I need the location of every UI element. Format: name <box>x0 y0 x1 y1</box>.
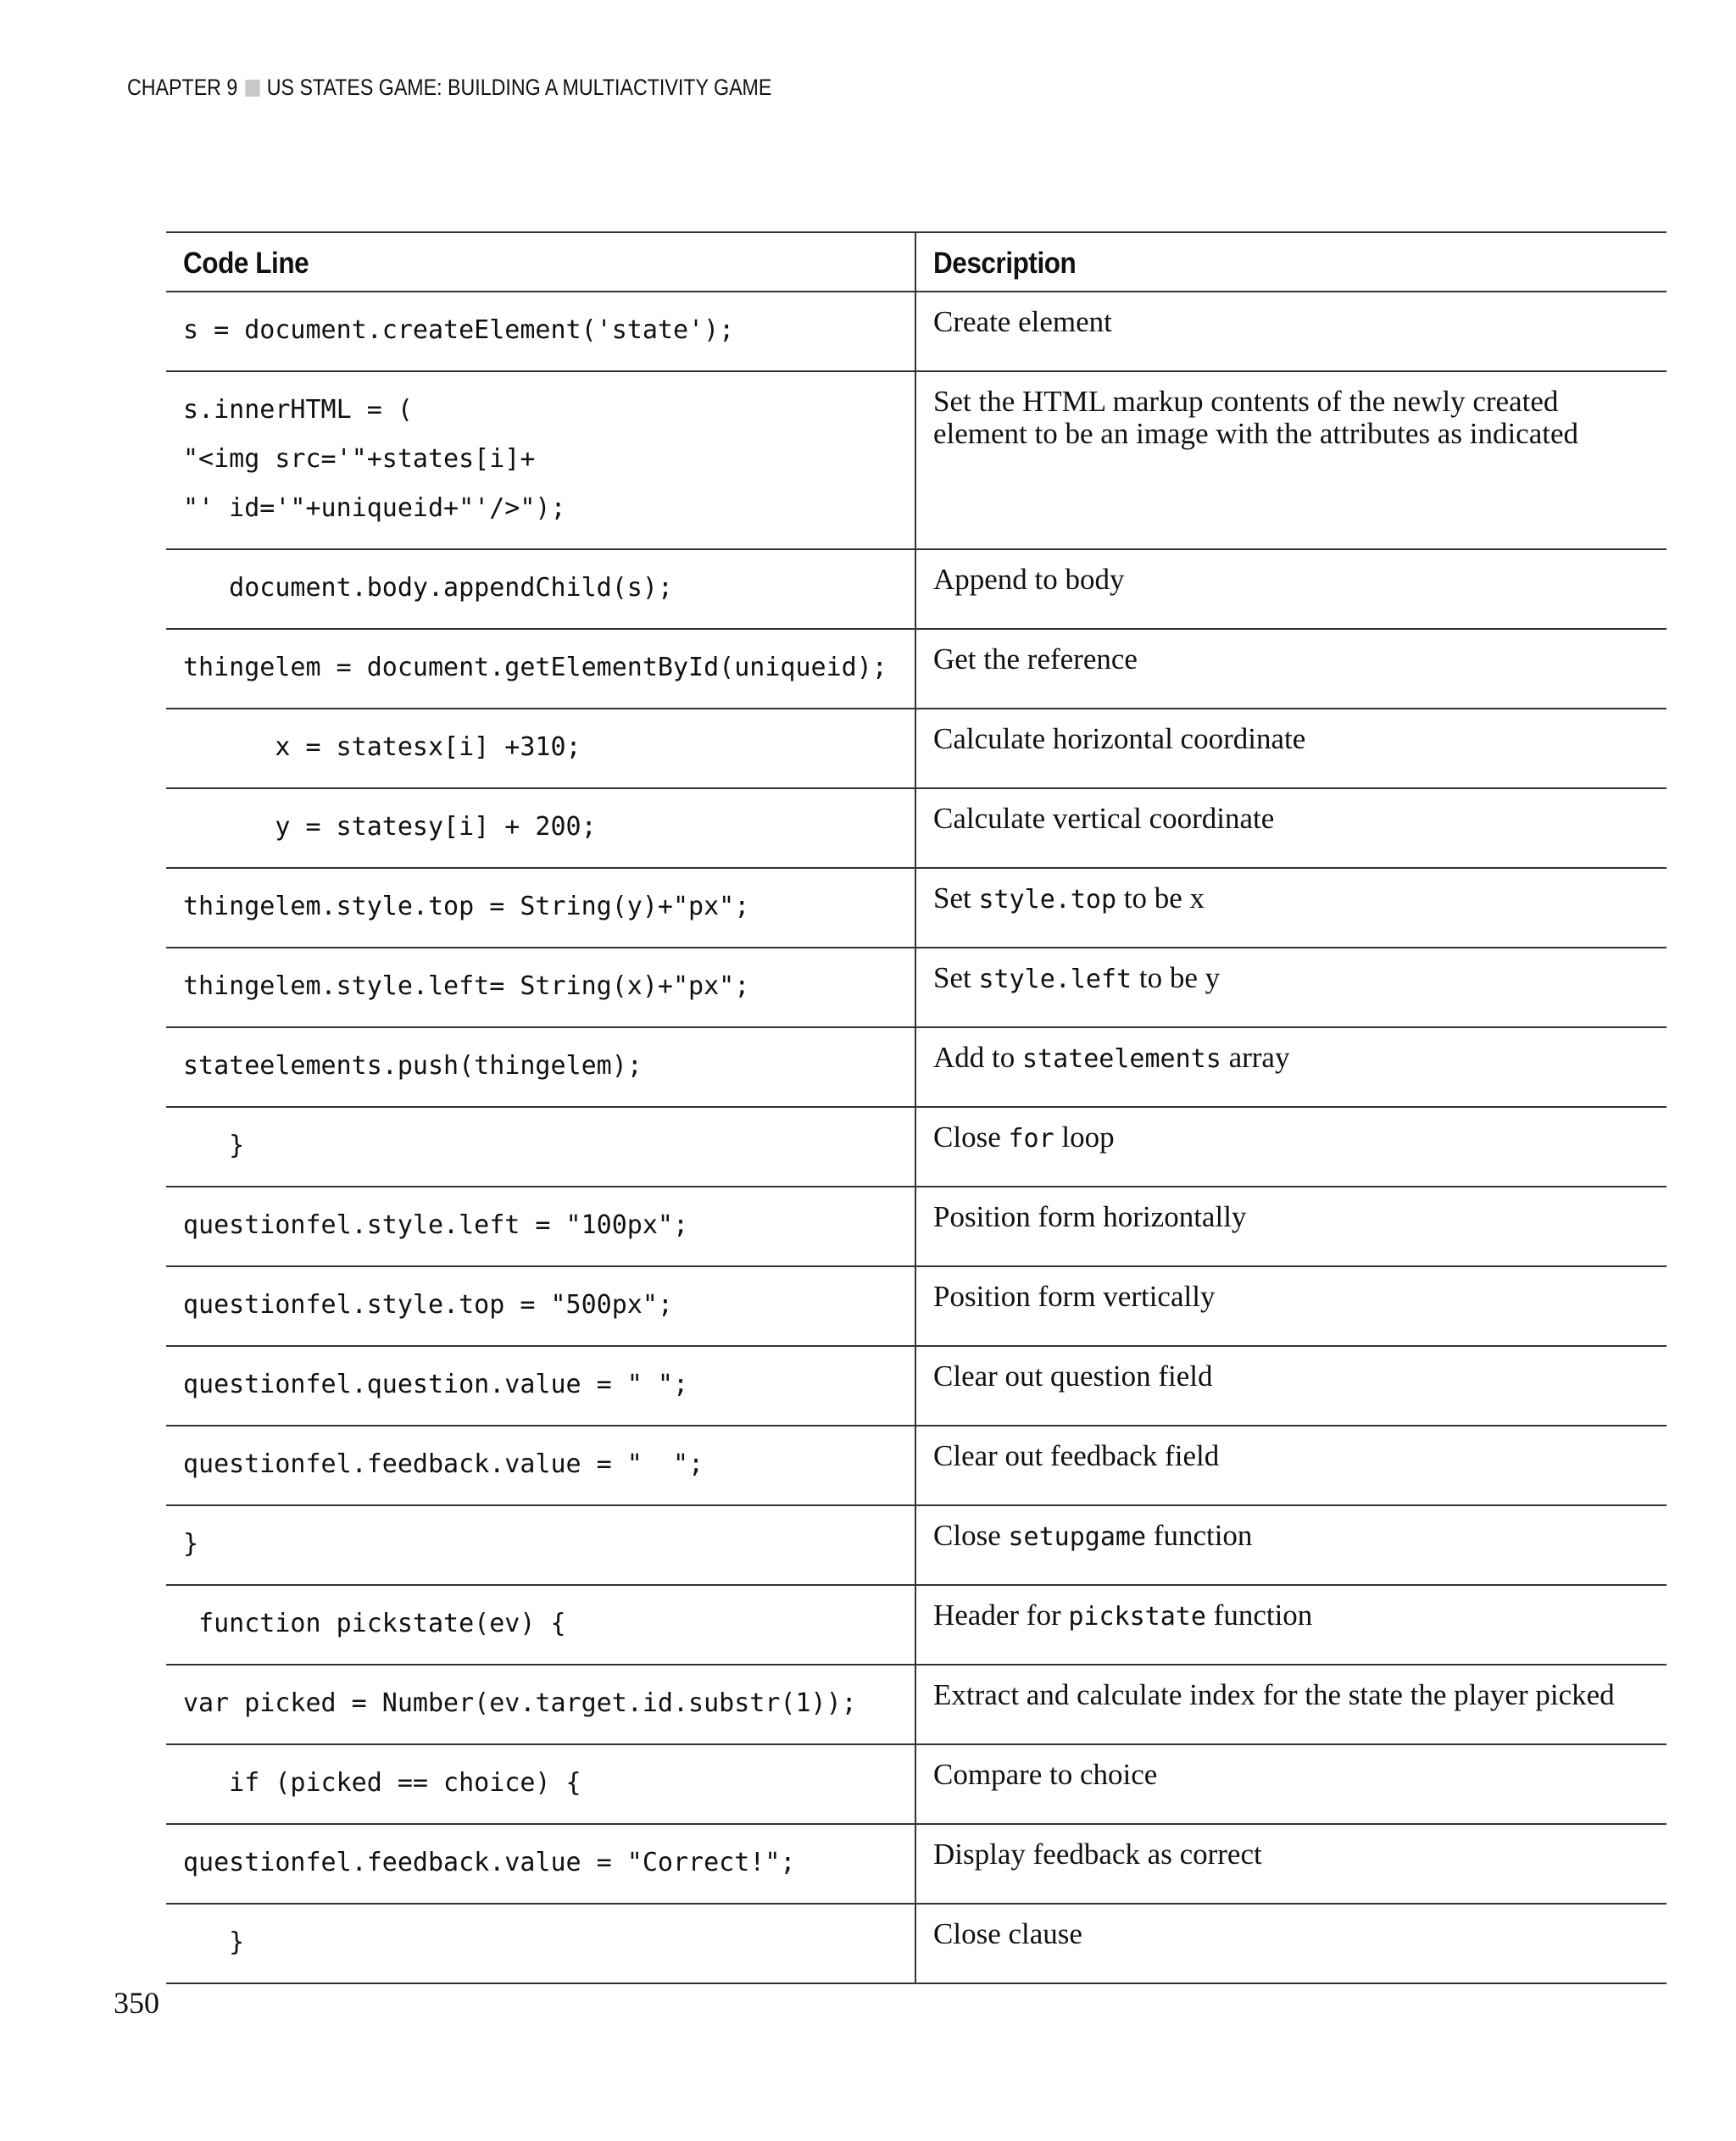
code-line-cell: } <box>166 1107 915 1187</box>
code-line-cell: var picked = Number(ev.target.id.substr(1)); <box>166 1665 915 1744</box>
code-line-cell: s = document.createElement('state'); <box>166 292 915 371</box>
description-text: Extract and calculate index for the state the player picked <box>933 1678 1615 1711</box>
table-row <box>166 371 1666 549</box>
table-row <box>166 1346 1666 1426</box>
description-text: to be x <box>1116 881 1205 915</box>
chapter-label: CHAPTER 9 <box>127 75 238 100</box>
description-text: Append to body <box>933 563 1125 596</box>
description-cell <box>915 1027 1666 1107</box>
table-row <box>166 629 1666 709</box>
code-line-cell: s.innerHTML = ( "<img src='"+states[i]+ "' id='"+uniqueid+"'/>"); <box>166 371 915 549</box>
description-text: Add to <box>933 1041 1022 1074</box>
description-cell <box>915 1266 1666 1346</box>
running-head <box>127 75 771 101</box>
description-cell <box>915 1107 1666 1187</box>
code-line-cell: questionfel.question.value = " "; <box>166 1346 915 1426</box>
description-cell <box>915 629 1666 709</box>
description-text: function <box>1205 1599 1313 1632</box>
description-text: Clear out feedback field <box>933 1439 1220 1472</box>
table-row <box>166 788 1666 868</box>
table-row <box>166 1107 1666 1187</box>
description-text: function <box>1146 1519 1253 1552</box>
description-text: loop <box>1054 1121 1115 1154</box>
description-text: array <box>1221 1041 1290 1074</box>
table-row <box>166 709 1666 788</box>
description-cell <box>915 1187 1666 1266</box>
description-text: Position form vertically <box>933 1280 1216 1313</box>
code-line-cell: document.body.appendChild(s); <box>166 549 915 629</box>
description-cell <box>915 1426 1666 1505</box>
description-cell <box>915 292 1666 371</box>
page-number: 350 <box>114 1986 159 2020</box>
code-line-cell: } <box>166 1904 915 1983</box>
code-line-cell: thingelem.style.top = String(y)+"px"; <box>166 868 915 948</box>
description-text: Display feedback as correct <box>933 1838 1262 1871</box>
table-row <box>166 549 1666 629</box>
code-line-cell: questionfel.feedback.value = " "; <box>166 1426 915 1505</box>
table-body <box>166 292 1666 1983</box>
code-description-table <box>166 231 1666 1984</box>
code-line-cell: stateelements.push(thingelem); <box>166 1027 915 1107</box>
description-cell <box>915 1505 1666 1585</box>
code-line-cell: function pickstate(ev) { <box>166 1585 915 1665</box>
code-line-cell: } <box>166 1505 915 1585</box>
chapter-title: US STATES GAME: BUILDING A MULTIACTIVITY GAME <box>266 75 772 100</box>
description-cell <box>915 1824 1666 1904</box>
column-header-description: Description <box>915 232 1666 292</box>
description-cell <box>915 1744 1666 1824</box>
description-text: Position form horizontally <box>933 1200 1247 1233</box>
description-cell <box>915 1665 1666 1744</box>
description-text: Close <box>933 1121 1009 1154</box>
table-row <box>166 1187 1666 1266</box>
inline-code: setupgame <box>1008 1522 1147 1552</box>
description-text: Close clause <box>933 1917 1082 1950</box>
table-row <box>166 1426 1666 1505</box>
description-cell <box>915 1346 1666 1426</box>
description-text: Calculate horizontal coordinate <box>933 722 1306 755</box>
description-cell <box>915 788 1666 868</box>
code-line-cell: questionfel.style.top = "500px"; <box>166 1266 915 1346</box>
description-cell <box>915 1904 1666 1983</box>
inline-code: for <box>1008 1124 1054 1154</box>
description-cell <box>915 549 1666 629</box>
separator-square <box>245 80 259 97</box>
code-line-cell: questionfel.feedback.value = "Correct!"; <box>166 1824 915 1904</box>
inline-code: stateelements <box>1022 1044 1221 1074</box>
column-header-code: Code Line <box>166 232 915 292</box>
description-text: Header for <box>933 1599 1069 1632</box>
table-row <box>166 1665 1666 1744</box>
description-text: Set <box>933 881 979 915</box>
code-line-cell: x = statesx[i] +310; <box>166 709 915 788</box>
description-cell <box>915 371 1666 549</box>
code-line-cell: questionfel.style.left = "100px"; <box>166 1187 915 1266</box>
table-row <box>166 1266 1666 1346</box>
description-cell <box>915 868 1666 948</box>
inline-code: pickstate <box>1068 1602 1206 1632</box>
description-cell <box>915 709 1666 788</box>
table-row <box>166 948 1666 1027</box>
table-row <box>166 868 1666 948</box>
description-cell <box>915 948 1666 1027</box>
code-line-cell: thingelem.style.left= String(x)+"px"; <box>166 948 915 1027</box>
table-row <box>166 1904 1666 1983</box>
code-line-cell: if (picked == choice) { <box>166 1744 915 1824</box>
description-text: Close <box>933 1519 1009 1552</box>
table-row <box>166 1744 1666 1824</box>
table-row <box>166 1027 1666 1107</box>
code-line-cell: thingelem = document.getElementById(uniqueid); <box>166 629 915 709</box>
description-text: Compare to choice <box>933 1758 1158 1791</box>
inline-code: style.left <box>978 965 1132 994</box>
description-text: Calculate vertical coordinate <box>933 802 1275 835</box>
table-header-row <box>166 232 1666 292</box>
description-text: to be y <box>1132 961 1221 994</box>
description-text: Get the reference <box>933 642 1138 676</box>
table-row <box>166 1505 1666 1585</box>
description-text: Set <box>933 961 979 994</box>
table-row <box>166 292 1666 371</box>
table-row <box>166 1585 1666 1665</box>
table-row <box>166 1824 1666 1904</box>
inline-code: style.top <box>978 885 1117 915</box>
description-text: Set the HTML markup contents of the newly created element to be an image with the attributes as indicated <box>933 385 1578 450</box>
description-text: Clear out question field <box>933 1360 1213 1393</box>
code-line-cell: y = statesy[i] + 200; <box>166 788 915 868</box>
description-cell <box>915 1585 1666 1665</box>
description-text: Create element <box>933 305 1112 338</box>
